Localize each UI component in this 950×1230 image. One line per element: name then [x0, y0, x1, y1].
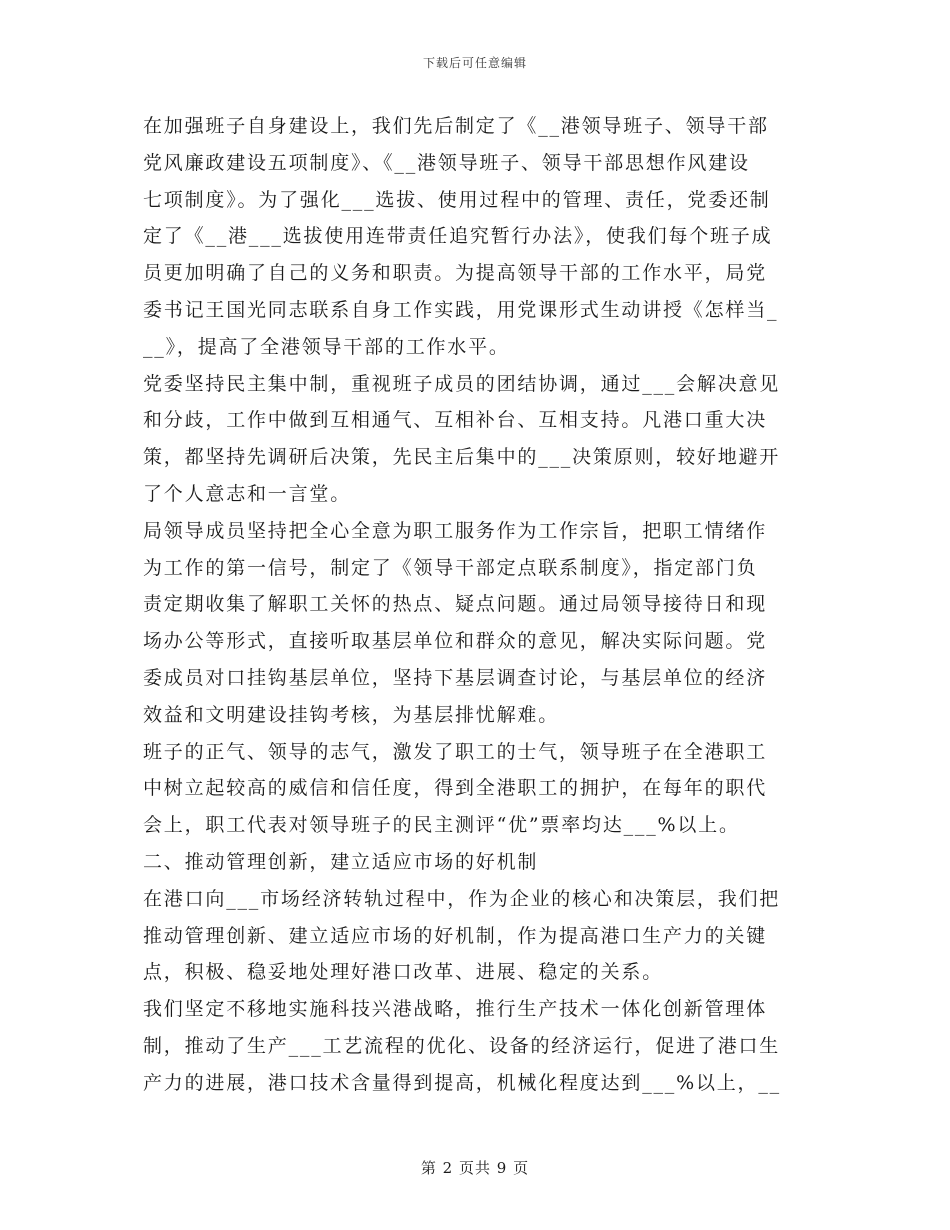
page-footer: 第 2 页共 9 页: [420, 1159, 530, 1177]
section-heading: 二、推动管理创新，建立适应市场的好机制: [143, 850, 539, 873]
text-line: 委成员对口挂钩基层单位，坚持下基层调查讨论，与基层单位的经济: [143, 666, 768, 689]
text-line: 委书记王国光同志联系自身工作实践，用党课形式生动讲授《怎样当_: [143, 298, 779, 321]
text-line: 策，都坚持先调研后决策，先民主后集中的___决策原则，较好地避开: [143, 446, 781, 469]
text-line: 党委坚持民主集中制，重视班子成员的团结协调，通过___会解决意见: [143, 372, 781, 395]
text-line: 中树立起较高的威信和信任度，得到全港职工的拥护，在每年的职代: [143, 777, 768, 800]
text-line: 点，积极、稳妥地处理好港口改革、进展、稳定的关系。: [143, 961, 664, 984]
text-line: 我们坚定不移地实施科技兴港战略，推行生产技术一体化创新管理体: [143, 998, 768, 1021]
text-line: 了个人意志和一言堂。: [143, 482, 352, 505]
text-line: 为工作的第一信号，制定了《领导干部定点联系制度》，指定部门负: [143, 556, 758, 579]
text-line: 班子的正气、领导的志气，激发了职工的士气，领导班子在全港职工: [143, 740, 768, 763]
text-line: 推动管理创新、建立适应市场的好机制，作为提高港口生产力的关键: [143, 924, 768, 947]
text-line: 在加强班子自身建设上，我们先后制定了《__港领导班子、领导干部: [143, 115, 769, 137]
text-line: 会上，职工代表对领导班子的民主测评“优”票率均达___%以上。: [143, 814, 740, 837]
document-body: [143, 108, 807, 1102]
text-line: 效益和文明建设挂钩考核，为基层排忧解难。: [143, 703, 560, 726]
text-line: 和分歧，工作中做到互相通气、互相补台、互相支持。凡港口重大决: [143, 409, 768, 432]
text-line: __》，提高了全港领导干部的工作水平。: [143, 335, 510, 358]
text-line: 产力的进展，港口技术含量得到提高，机械化程度达到___%以上，__: [143, 1071, 781, 1094]
text-line: 场办公等形式，直接听取基层单位和群众的意见，解决实际问题。党: [143, 630, 768, 653]
page-header: 下载后可任意编辑: [422, 56, 527, 70]
text-line: 员更加明确了自己的义务和职责。为提高领导干部的工作水平，局党: [143, 262, 768, 285]
text-line: 局领导成员坚持把全心全意为职工服务作为工作宗旨，把职工情绪作: [143, 519, 768, 542]
text-line: 党风廉政建设五项制度》、《__港领导班子、领导干部思想作风建设: [143, 151, 750, 174]
text-line: 制，推动了生产___工艺流程的优化、设备的经济运行，促进了港口生: [143, 1034, 781, 1057]
text-line: 定了《__港___选拔使用连带责任追究暂行办法》，使我们每个班子成: [143, 225, 773, 248]
text-line: 责定期收集了解职工关怀的热点、疑点问题。通过局领导接待日和现: [143, 593, 768, 616]
text-line: 在港口向___市场经济转轨过程中，作为企业的核心和决策层，我们把: [143, 887, 781, 910]
text-line: 七项制度》。为了强化___选拔、使用过程中的管理、责任，党委还制: [143, 188, 771, 211]
